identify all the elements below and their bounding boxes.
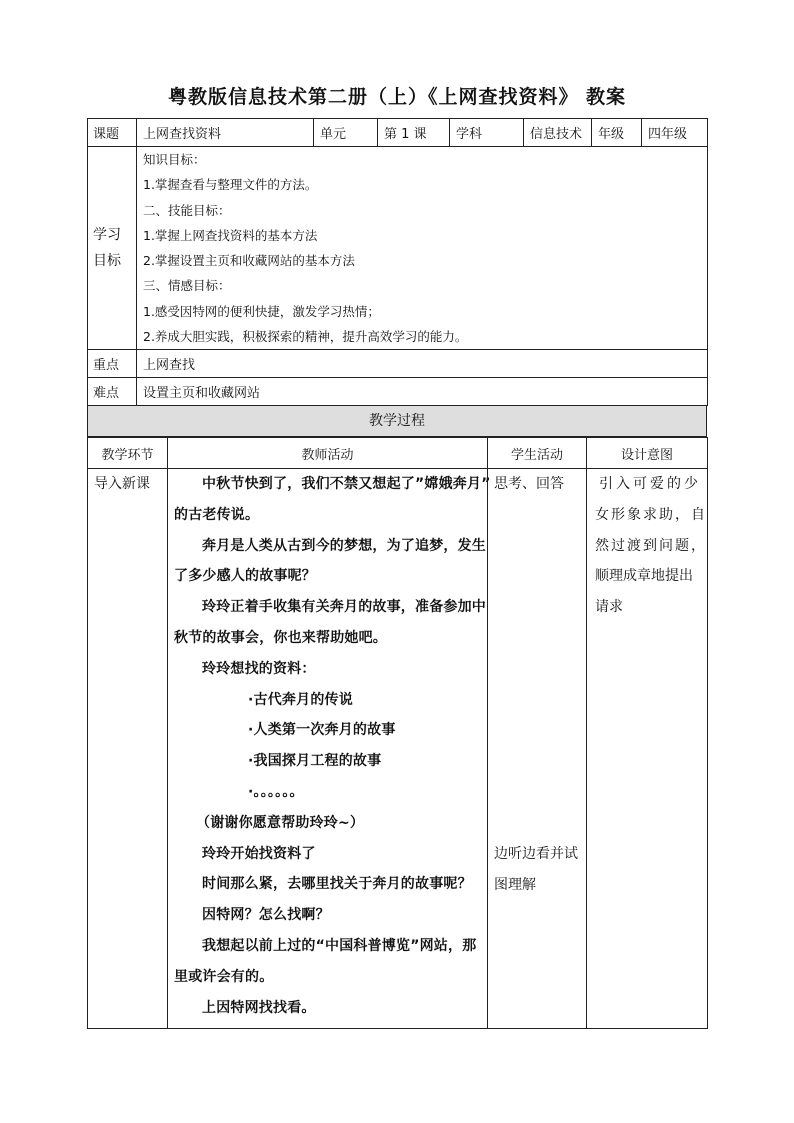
objectives-label-line2: 目标: [93, 253, 121, 270]
teacher-line: ·古代奔月的传说: [248, 691, 353, 708]
objective-line: 1.掌握上网查找资料的基本方法: [143, 227, 318, 243]
teaching-process-table: [87, 437, 708, 1029]
teacher-line: 玲玲想找的资料：: [202, 660, 316, 677]
teacher-line: （谢谢你愿意帮助玲玲~）: [196, 814, 365, 831]
student-activity-cell: [488, 469, 587, 1029]
teacher-line: 时间那么紧，去哪里找关于奔月的故事呢？: [202, 876, 472, 893]
teaching-process-header: 教学过程: [87, 405, 707, 437]
objective-line: 1.掌握查看与整理文件的方法。: [143, 177, 318, 193]
key-point-label: 重点: [88, 350, 137, 378]
teacher-line: 秋节的故事会，你也来帮助她吧。: [174, 629, 387, 646]
teacher-line: ·。。。。。。: [248, 783, 304, 800]
student-activity-header: 学生活动: [488, 438, 587, 469]
objective-line: 二、技能目标：: [143, 202, 231, 218]
grade-label: 年级: [592, 119, 642, 147]
unit-label: 单元: [314, 119, 378, 147]
student-line: 图理解: [494, 876, 536, 893]
objective-line: 2.掌握设置主页和收藏网站的基本方法: [143, 253, 355, 269]
teacher-line: ·人类第一次奔月的故事: [248, 722, 396, 739]
student-line: 边听边看并试: [494, 845, 578, 862]
difficulty-value: 设置主页和收藏网站: [137, 378, 708, 406]
design-intent-cell: [587, 469, 708, 1029]
subject-label: 学科: [450, 119, 524, 147]
student-line: 思考、回答: [494, 476, 564, 492]
teacher-line: 的古老传说。: [174, 506, 260, 523]
teacher-line: ·我国探月工程的故事: [248, 753, 382, 770]
stage-header: 教学环节: [88, 438, 168, 469]
teacher-line: 中秋节快到了，我们不禁又想起了”嫦娥奔月”: [202, 476, 491, 492]
teacher-line: 玲玲开始找资料了: [202, 845, 316, 862]
teacher-line: 里或许会有的。: [174, 968, 274, 985]
teacher-line: 玲玲正着手收集有关奔月的故事，准备参加中: [202, 599, 486, 616]
topic-value: 上网查找资料: [137, 119, 314, 147]
objective-line: 三、情感目标：: [143, 278, 231, 294]
teacher-line: 我想起以前上过的“中国科普博览”网站，那: [202, 937, 477, 954]
document-title: 粤教版信息技术第二册（上）《上网查找资料》 教案: [167, 86, 627, 108]
objective-line: 1.感受因特网的便利快捷，激发学习热情；: [143, 303, 380, 319]
design-line: 然过渡到问题，: [595, 537, 707, 554]
teacher-line: 了多少感人的故事呢？: [174, 568, 316, 585]
teacher-line: 奔月是人类从古到今的梦想，为了追梦，发生: [202, 537, 486, 554]
subject-value: 信息技术: [524, 119, 592, 147]
design-line: 女形象求助，自: [595, 506, 707, 523]
lesson-info-table: [87, 118, 708, 406]
design-line: 顺理成章地提出: [595, 568, 693, 585]
objectives-label-line1: 学习: [93, 227, 121, 244]
objective-line: 2.养成大胆实践，积极探索的精神，提升高效学习的能力。: [143, 329, 468, 345]
key-point-value: 上网查找: [137, 350, 708, 378]
objective-line: 知识目标：: [143, 152, 206, 167]
design-line: 引入可爱的少: [599, 476, 701, 492]
teacher-line: 因特网？怎么找啊？: [202, 907, 330, 924]
design-intent-header: 设计意图: [587, 438, 708, 469]
grade-value: 四年级: [642, 119, 708, 147]
unit-value: 第 1 课: [378, 119, 450, 147]
topic-label: 课题: [88, 119, 137, 147]
teacher-activity-cell: [168, 469, 491, 1029]
difficulty-label: 难点: [88, 378, 137, 406]
objectives-content: [137, 147, 708, 350]
teacher-activity-header: 教师活动: [168, 438, 488, 469]
objectives-label: [88, 147, 137, 350]
teacher-line: 上因特网找找看。: [202, 999, 316, 1016]
design-line: 请求: [595, 599, 623, 616]
stage-cell: [88, 469, 168, 1029]
stage-value: 导入新课: [94, 476, 150, 492]
